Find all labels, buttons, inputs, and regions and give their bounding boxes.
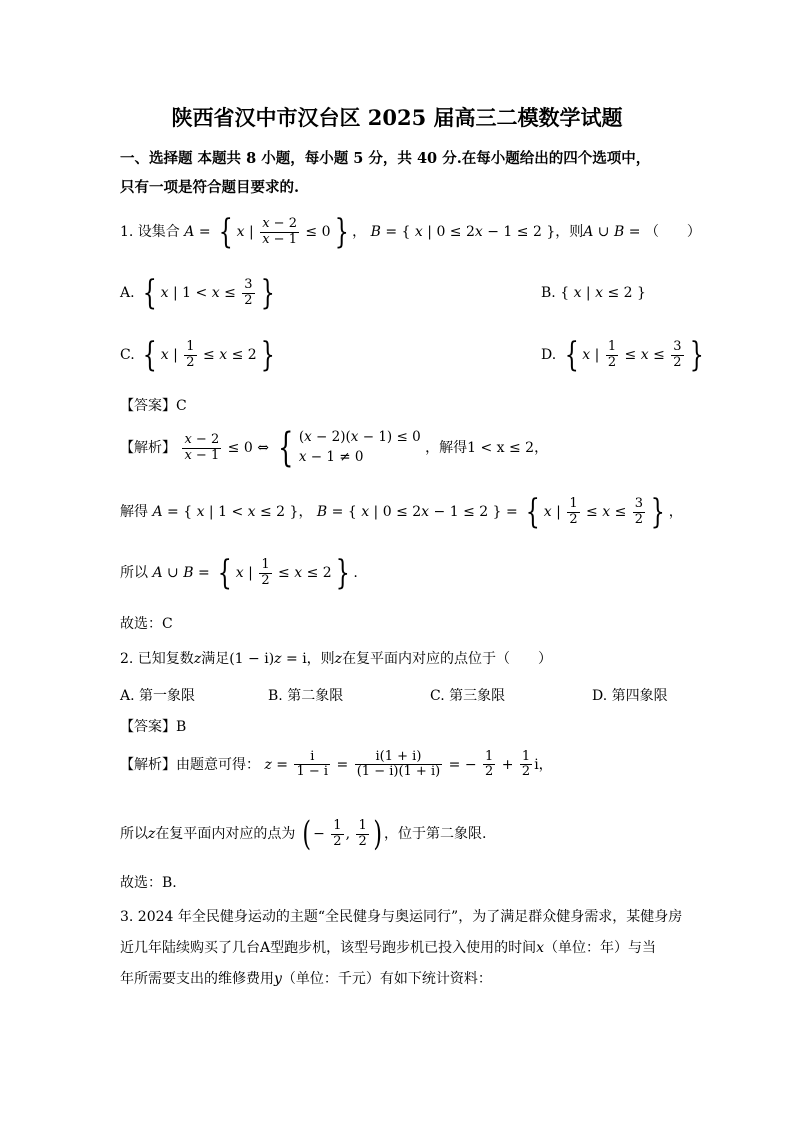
q3-line2-part1: 近几年陆续购买了几台 — [120, 940, 260, 956]
q2-line2-prefix: 所以 — [120, 826, 148, 842]
q2-stem-end: 在复平面内对应的点位于（ ） — [342, 651, 553, 667]
q2-stem-mid1: 满足 — [201, 651, 230, 667]
q1-analysis-line3: 所以 A ∪ B = { x | $\frac{1}{2}$ ≤ x ≤ 2 } . — [120, 553, 358, 593]
q3-line3-var-y: y — [274, 971, 282, 987]
q3-line2 — [120, 937, 656, 957]
q2-stem: 2. 已知复数z满足(1 − i)z = i，则z在复平面内对应的点位于（ ） — [120, 651, 553, 667]
q2-answer: 【答案】B — [120, 719, 187, 735]
q2-option-d: D. 第四象限 — [592, 688, 668, 704]
q2-conclusion: 故选：B. — [120, 875, 177, 891]
q1-option-b-label: B. — [541, 285, 556, 301]
q1-option-a: A. { x | 1 < x ≤ $\frac{3}{2}$ } — [120, 273, 275, 313]
q2-analysis-text: 由题意可得： — [176, 756, 260, 773]
q1-line3-prefix: 所以 — [120, 565, 148, 581]
q2-option-a: A. 第一象限 — [120, 688, 196, 704]
q2-stem-mid2: ，则 — [306, 651, 335, 667]
page-title: 陕西省汉中市汉台区 2025 届高三二模数学试题 — [171, 105, 623, 130]
q2-line2-end: ，位于第二象限. — [384, 826, 487, 842]
q3-line2-model: A — [260, 940, 271, 956]
section-heading-line1: 一、选择题 本题共 8 小题，每小题 5 分，共 40 分.在每小题给出的四个选项中， — [120, 150, 651, 167]
q1-stem-suffix: ，则 — [555, 224, 584, 240]
q2-analysis-line2: 所以z在复平面内对应的点为 ( − $\frac{1}{2}$ , $\frac{1}{2}$ ) ，位于第二象限. — [120, 814, 487, 854]
q1-stem-prefix: 1. 设集合 — [120, 224, 180, 240]
q3-line2-part3: （单位：年）与当 — [544, 940, 657, 956]
q1-option-c-label: C. — [120, 347, 135, 363]
q2-analysis-label: 【解析】 — [120, 756, 176, 773]
q2-analysis: 【解析】由题意可得： z = $\frac{i}{1 - i}$ = $\frac{i(1 + i)}{(1 - i)(1 + i)}$ = − $\frac{1}{2}$ + $\frac{1}{2}$ i， — [120, 749, 553, 780]
q3-line2-var-x: x — [536, 940, 545, 956]
q1-option-c: C. { x | $\frac{1}{2}$ ≤ x ≤ 2 } — [120, 335, 275, 375]
q3-line3-part1: 年所需要支出的维修费用 — [120, 971, 274, 987]
q1-stem: 1. 设集合 A = { x | $\frac{x - 2}{x - 1}$ ≤ 0 } ， B = { x | 0 ≤ 2x − 1 ≤ 2 }，则A ∪ B = （ ） — [120, 212, 701, 252]
q1-analysis-result: ，解得1 < x ≤ 2， — [425, 440, 549, 456]
q2-option-c: C. 第三象限 — [430, 688, 506, 704]
q2-stem-prefix: 2. 已知复数 — [120, 651, 194, 667]
q3-line3 — [120, 968, 492, 988]
q3-line2-part2: 型跑步机，该型号跑步机已投入使用的时间 — [270, 940, 537, 956]
q2-option-b: B. 第二象限 — [268, 688, 344, 704]
q1-answer: 【答案】C — [120, 398, 187, 414]
q2-line2-mid: 在复平面内对应的点为 — [155, 826, 296, 842]
q1-conclusion: 故选：C — [120, 616, 173, 632]
q1-analysis-line2: 解得 A = { x | 1 < x ≤ 2 }， B = { x | 0 ≤ 2x − 1 ≤ 2 } = { x | $\frac{1}{2}$ ≤ x ≤ $\frac{3}{2}$ } ， — [120, 492, 683, 532]
section-heading-line2: 只有一项是符合题目要求的. — [120, 179, 300, 196]
q3-line3-part2: （单位：千元）有如下统计资料： — [281, 971, 492, 987]
q1-option-a-label: A. — [120, 285, 135, 301]
q1-analysis-label: 【解析】 — [120, 440, 176, 456]
q1-option-d-label: D. — [541, 347, 557, 363]
q1-line2-prefix: 解得 — [120, 504, 148, 520]
q1-option-d: D. { x | $\frac{1}{2}$ ≤ x ≤ $\frac{3}{2}$ } — [541, 335, 704, 375]
q3-line1: 3. 2024 年全民健身运动的主题“全民健身与奥运同行”，为了满足群众健身需求，某健身房 — [120, 909, 683, 925]
q1-option-b: B. { x | x ≤ 2 } — [541, 285, 646, 301]
q1-paren: （ ） — [644, 224, 701, 240]
q1-analysis: 【解析】 $\frac{x - 2}{x - 1}$ ≤ 0 ⇔ { (x − 2)(x − 1) ≤ 0 x − 1 ≠ 0 ，解得1 < x ≤ 2， — [120, 425, 549, 471]
